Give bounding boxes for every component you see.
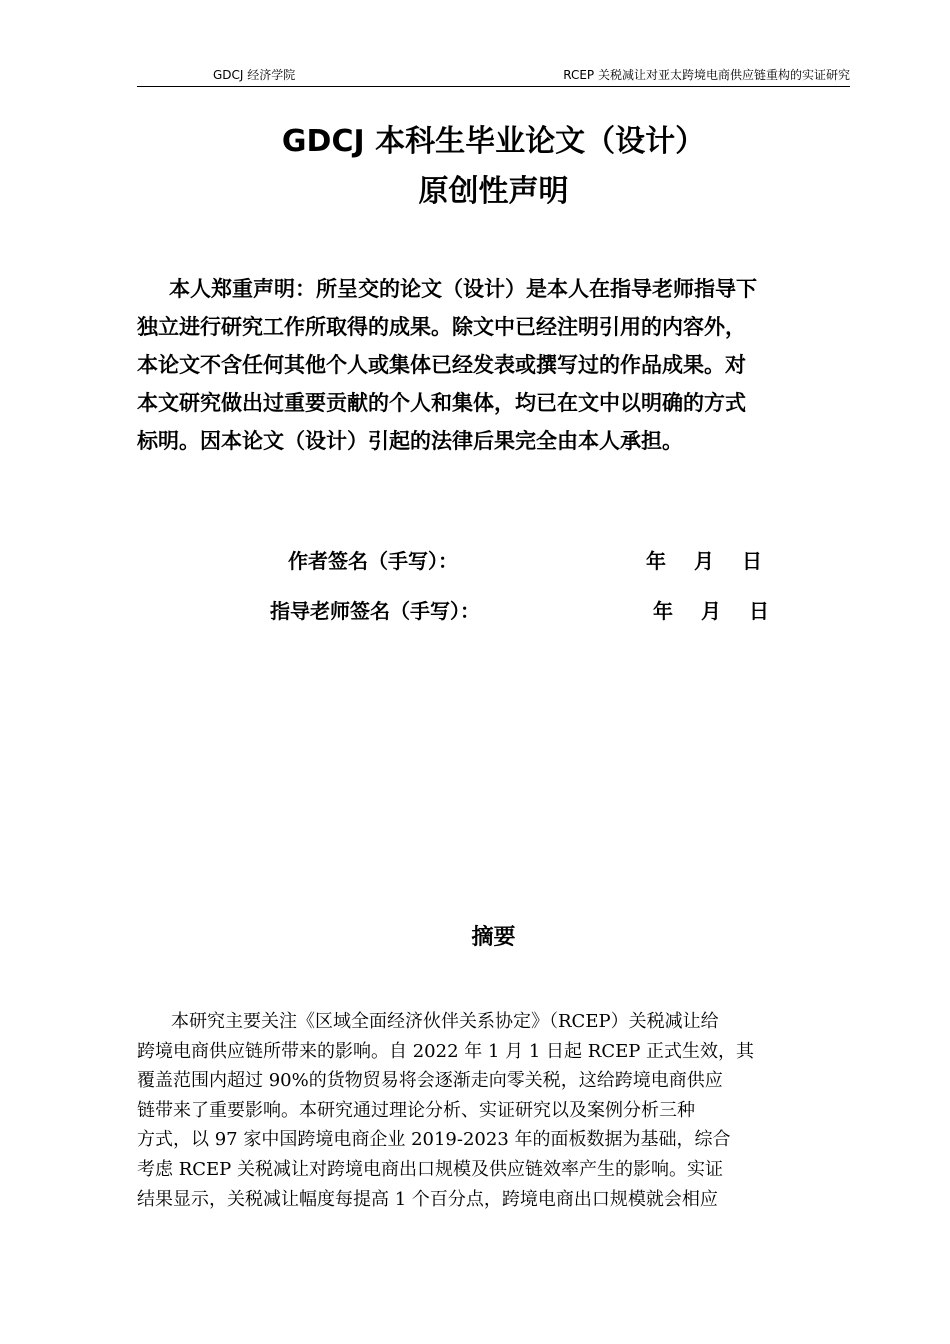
abstract-line: 跨境电商供应链所带来的影响。自 2022 年 1 月 1 日起 RCEP 正式生效，其: [137, 1040, 755, 1062]
author-date-day: 日: [742, 549, 762, 573]
header-school: GDCJ 经济学院: [213, 68, 296, 82]
declaration-line: 本论文不含任何其他个人或集体已经发表或撰写过的作品成果。对: [137, 353, 746, 377]
header-thesis-title: RCEP 关税减让对亚太跨境电商供应链重构的实证研究: [563, 68, 850, 82]
page-header: [137, 66, 850, 87]
advisor-date-month: 月: [701, 599, 721, 623]
author-date-year: 年: [646, 549, 666, 573]
abstract-body: [137, 1007, 850, 1214]
abstract-line: 考虑 RCEP 关税减让对跨境电商出口规模及供应链效率产生的影响。实证: [137, 1158, 724, 1180]
document-title: GDCJ 本科生毕业论文（设计）: [281, 124, 706, 159]
advisor-signature-label: 指导老师签名（手写）：: [270, 599, 480, 623]
declaration-text: [137, 270, 850, 460]
declaration-line: 本人郑重声明：所呈交的论文（设计）是本人在指导老师指导下: [169, 277, 757, 301]
declaration-line: 独立进行研究工作所取得的成果。除文中已经注明引用的内容外，: [137, 315, 746, 339]
author-signature-label: 作者签名（手写）：: [288, 549, 458, 573]
abstract-line: 方式，以 97 家中国跨境电商企业 2019-2023 年的面板数据为基础，综合: [137, 1129, 731, 1151]
abstract-line: 本研究主要关注《区域全面经济伙伴关系协定》（RCEP）关税减让给: [171, 1011, 719, 1032]
abstract-line: 结果显示，关税减让幅度每提高 1 个百分点，跨境电商出口规模就会相应: [137, 1188, 718, 1210]
declaration-line: 标明。因本论文（设计）引起的法律后果完全由本人承担。: [137, 429, 683, 453]
abstract-line: 覆盖范围内超过 90%的货物贸易将会逐渐走向零关税，这给跨境电商供应: [137, 1070, 723, 1092]
advisor-signature-row: [0, 596, 950, 626]
abstract-heading: 摘要: [471, 925, 516, 950]
advisor-date-year: 年: [653, 599, 673, 623]
document-subtitle: 原创性声明: [418, 174, 569, 209]
author-signature-row: [0, 546, 950, 576]
declaration-line: 本文研究做出过重要贡献的个人和集体，均已在文中以明确的方式: [137, 391, 746, 415]
advisor-date-day: 日: [749, 599, 769, 623]
author-date-month: 月: [694, 549, 714, 573]
abstract-line: 链带来了重要影响。本研究通过理论分析、实证研究以及案例分析三种: [137, 1099, 695, 1121]
